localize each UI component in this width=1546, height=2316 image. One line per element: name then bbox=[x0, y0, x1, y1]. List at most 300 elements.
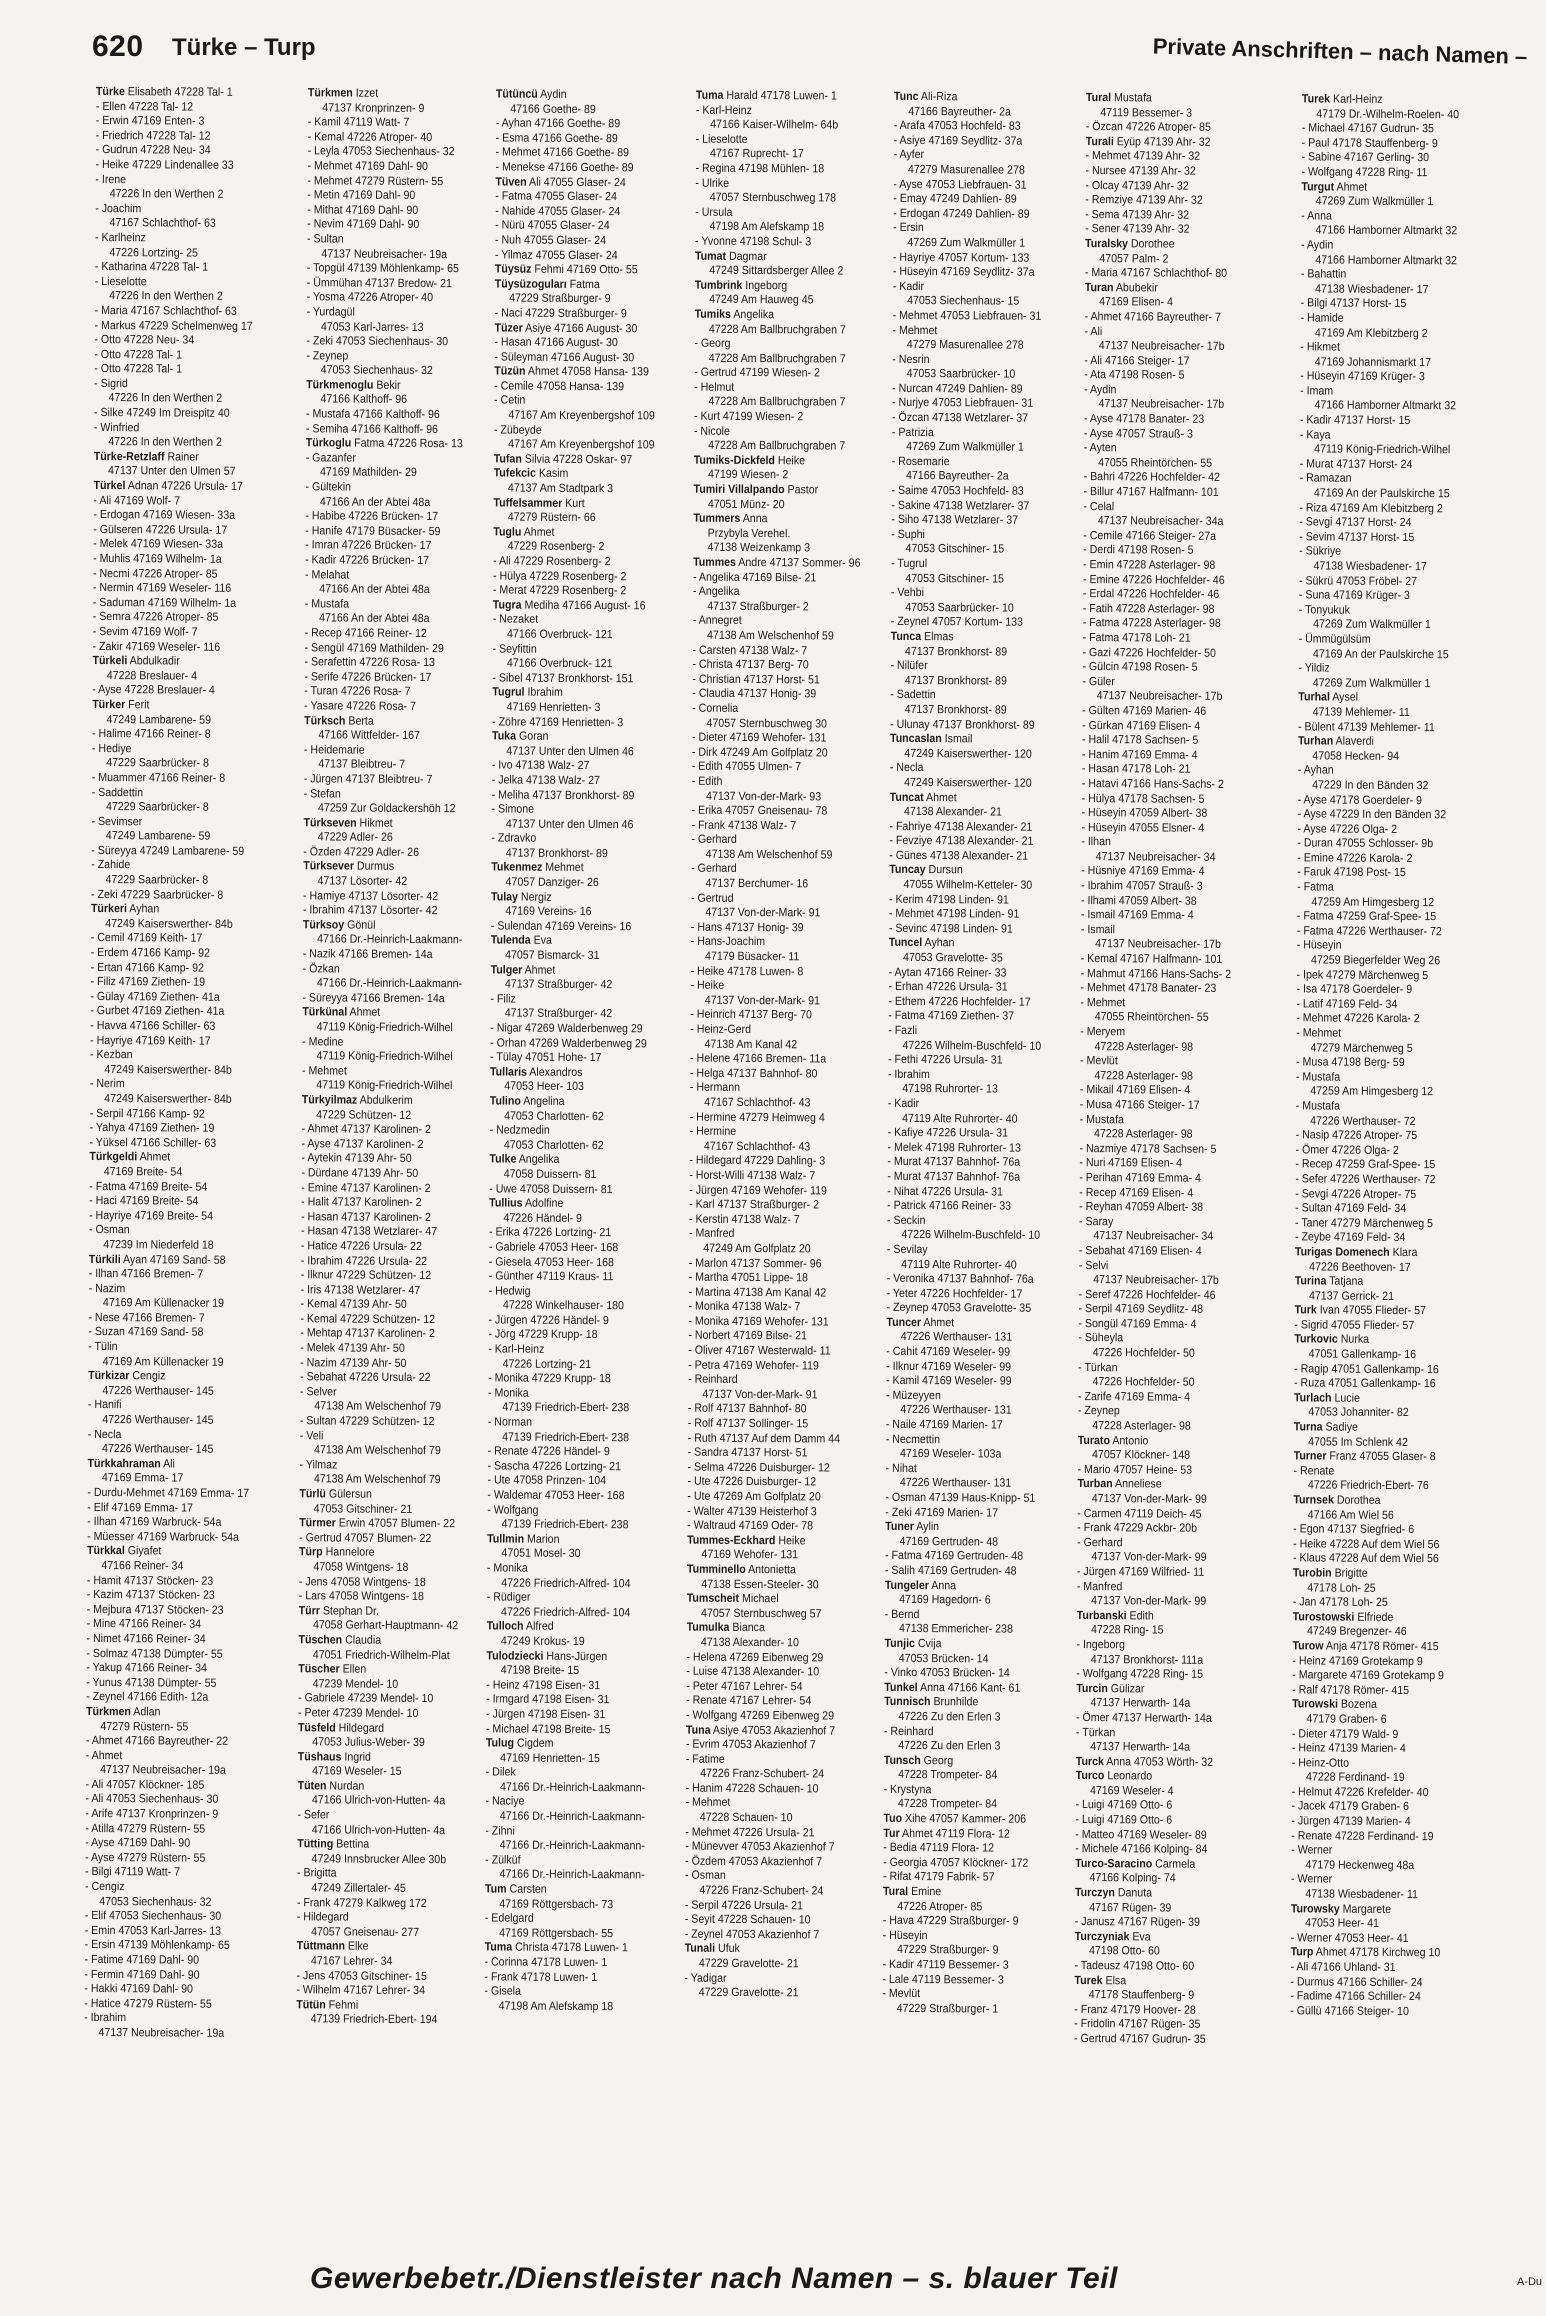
listing-entry: 47228 Asterlager- 98 bbox=[1093, 1126, 1193, 1141]
listing-detail: Lucie bbox=[1331, 1390, 1360, 1405]
listing-entry: - Osman bbox=[685, 1868, 726, 1883]
listing-entry: 47166 Dr.-Heinrich-Laakmann- bbox=[499, 1837, 645, 1853]
listing-entry: - Hava 47229 Straßburger- 9 bbox=[882, 1913, 1019, 1928]
listing-entry: 47166 Reiner- 34 bbox=[101, 1558, 184, 1573]
listing-entry: - Rüdiger bbox=[486, 1589, 531, 1604]
listing-detail: Bianca bbox=[729, 1620, 765, 1635]
listing-entry: 47198 Am Alefskamp 18 bbox=[709, 219, 825, 234]
listing-entry: 47138 Emmericher- 238 bbox=[898, 1621, 1013, 1636]
listing-entry: 47051 Gallenkamp- 16 bbox=[1308, 1346, 1417, 1362]
listing-entry: - Serpil 47166 Kamp- 92 bbox=[89, 1105, 205, 1121]
listing-detail: Abdulkerim bbox=[357, 1092, 413, 1107]
listing-entry: 47058 Wintgens- 18 bbox=[313, 1559, 409, 1574]
listing-entry: - Ahmet bbox=[85, 1747, 123, 1762]
listing-entry: - Orhan 47269 Walderbenweg 29 bbox=[490, 1035, 647, 1050]
listing-entry: - Seyit 47228 Schauen- 10 bbox=[684, 1911, 811, 1927]
listing-entry: - Murat 47137 Bahnhof- 76a bbox=[887, 1154, 1021, 1170]
listing-entry: - Hatavi 47166 Hans-Sachs- 2 bbox=[1081, 775, 1225, 791]
surname-entry bbox=[306, 436, 464, 452]
listing-entry: - Gülay 47169 Ziethen- 41a bbox=[90, 988, 220, 1004]
surname: Turcin bbox=[1076, 1680, 1108, 1695]
listing-entry: - Duran 47055 Schlosser- 9b bbox=[1297, 835, 1434, 851]
listing-detail: Andre 47137 Sommer- 96 bbox=[735, 554, 861, 570]
listing-entry: - Otto 47228 Tal- 1 bbox=[94, 361, 183, 376]
listing-entry: - Isa 47178 Goerdeler- 9 bbox=[1296, 981, 1413, 997]
listing-entry: - Ismail bbox=[1080, 921, 1116, 937]
listing-entry: 47226 Werthauser- 131 bbox=[899, 1475, 1012, 1491]
listing-entry: 47166 An der Abtei 48a bbox=[319, 494, 431, 509]
listing-entry: - Suzan 47169 Sand- 58 bbox=[88, 1324, 204, 1340]
listing-entry: - Sascha 47226 Lortzing- 21 bbox=[487, 1458, 622, 1474]
listing-entry: 47138 Alexander- 10 bbox=[700, 1634, 799, 1650]
surname: Tur bbox=[883, 1825, 900, 1840]
surname-entry bbox=[299, 1545, 457, 1561]
listing-entry: - Heinrich 47137 Berg- 70 bbox=[690, 1007, 812, 1022]
listing-entry: - Süleyman 47166 August- 30 bbox=[494, 349, 635, 364]
listing-entry: - Mehmet 47053 Liebfrauen- 31 bbox=[892, 307, 1042, 323]
listing-entry: - Hayriye 47169 Breite- 54 bbox=[89, 1207, 214, 1223]
listing-entry: 47228 Am Ballbruchgraben 7 bbox=[708, 350, 846, 366]
listing-entry: - Celal bbox=[1083, 498, 1115, 513]
surname: Tum bbox=[484, 1881, 507, 1896]
listing-entry: - Heinz 47198 Eisen- 31 bbox=[486, 1677, 601, 1692]
listing-entry: 47279 Masurenallee 278 bbox=[907, 161, 1025, 177]
listing-entry: - Frank 47138 Walz- 7 bbox=[691, 817, 797, 832]
listing-detail: Asiye 47053 Akazienhof 7 bbox=[710, 1722, 836, 1738]
listing-entry: 47178 Stauffenberg- 9 bbox=[1088, 1987, 1195, 2002]
surname: Türkgeldi bbox=[89, 1149, 138, 1164]
listing-entry: 47137 Von-der-Mark- 91 bbox=[704, 992, 820, 1008]
listing-entry: - Ulrike bbox=[695, 175, 730, 190]
listing-entry: - Michael 47198 Breite- 15 bbox=[485, 1720, 611, 1736]
listing-detail: Ahmet bbox=[921, 1314, 955, 1330]
listing-entry: - Patrizia bbox=[891, 424, 934, 439]
listing-entry: - Gisela bbox=[484, 1983, 521, 1998]
listing-entry: - Sandra 47137 Horst- 51 bbox=[687, 1444, 808, 1460]
listing-detail: Kurt bbox=[562, 495, 585, 510]
listing-detail: Abdulkadir bbox=[127, 653, 180, 668]
surname-entry bbox=[299, 1486, 457, 1502]
listing-entry: - Yasare 47226 Rosa- 7 bbox=[304, 698, 417, 713]
listing-detail: Ufuk bbox=[715, 1941, 740, 1956]
listing-entry: - Angelika 47169 Bilse- 21 bbox=[692, 569, 817, 585]
surname: Tüscher bbox=[298, 1661, 340, 1676]
listing-entry: 47226 Werthauser- 145 bbox=[102, 1441, 214, 1456]
listing-entry: - Sevinc 47198 Linden- 91 bbox=[888, 920, 1013, 936]
listing-detail: Danuta bbox=[1114, 1885, 1153, 1900]
listing-entry: 47137 Straßburger- 2 bbox=[707, 598, 809, 614]
listing-entry: 47229 Gravelotte- 21 bbox=[698, 1955, 799, 1971]
listing-entry: 47057 Gneisenau- 277 bbox=[311, 1924, 420, 1939]
directory-column bbox=[83, 84, 272, 2209]
listing-entry: - Meryem bbox=[1080, 1024, 1126, 1039]
listing-entry: 47249 Innsbrucker Allee 30b bbox=[311, 1851, 447, 1867]
listing-entry: 47166 Ulrich-von-Hutten- 4a bbox=[311, 1792, 446, 1808]
surname: Tunca bbox=[890, 628, 922, 644]
listing-entry: - Bedia 47119 Flora- 12 bbox=[883, 1840, 995, 1855]
surname-entry bbox=[485, 1940, 643, 1956]
listing-entry: - Annegret bbox=[692, 613, 742, 628]
listing-detail: Elke bbox=[344, 1938, 369, 1954]
listing-entry: 47279 Märchenweg 5 bbox=[1310, 1040, 1413, 1055]
listing-entry: - Ahmet 47166 Bayreuther- 7 bbox=[1084, 308, 1221, 324]
listing-entry: - Monika bbox=[487, 1385, 529, 1400]
surname-entry bbox=[685, 1941, 843, 1957]
surname: Tulloch bbox=[486, 1618, 524, 1633]
listing-entry: - Dürdane 47139 Ahr- 50 bbox=[301, 1165, 419, 1180]
listing-entry: - Yunus 47138 Dümpter- 55 bbox=[86, 1674, 217, 1690]
listing-entry: - Zeynel 47053 Akazienhof 7 bbox=[684, 1926, 820, 1942]
listing-detail: Ali 47055 Glaser- 24 bbox=[526, 174, 626, 189]
surname: Türkmenoglu bbox=[306, 377, 374, 392]
listing-entry: - Tugrul bbox=[891, 555, 928, 571]
listing-entry: 47051 Friedrich-Wilhelm-Plat bbox=[312, 1646, 450, 1662]
listing-entry: - Yeter 47226 Hochfelder- 17 bbox=[886, 1285, 1023, 1301]
listing-entry: - Emine 47226 Karola- 2 bbox=[1297, 850, 1413, 865]
listing-entry: - Aydin bbox=[1301, 237, 1334, 252]
listing-entry: 47226 Werthauser- 131 bbox=[900, 1329, 1013, 1345]
listing-entry: - Ursula bbox=[695, 204, 733, 219]
surname: Tüven bbox=[495, 174, 527, 189]
surname: Turk bbox=[1294, 1302, 1317, 1317]
listing-entry: - Menekse 47166 Goethe- 89 bbox=[495, 159, 634, 175]
listing-entry: - Hamiye 47137 Lösorter- 42 bbox=[303, 887, 439, 903]
listing-entry: - Hüseyin bbox=[882, 1927, 928, 1942]
listing-entry: 47169 Wehofer- 131 bbox=[701, 1547, 799, 1562]
listing-entry: 47166 Kaiser-Wilhelm- 64b bbox=[710, 116, 839, 132]
listing-entry: - Ilhan bbox=[1081, 834, 1111, 849]
listing-detail: Klara bbox=[1389, 1244, 1418, 1259]
surname-entry bbox=[693, 482, 851, 498]
listing-entry: - Ayse 47053 Liebfrauen- 31 bbox=[893, 176, 1027, 192]
listing-entry: - Musa 47166 Steiger- 17 bbox=[1079, 1096, 1200, 1112]
surname-entry bbox=[1291, 1901, 1449, 1917]
surname-entry bbox=[489, 1196, 647, 1212]
listing-entry: 47137 Unter den Ulmen 46 bbox=[506, 743, 634, 759]
listing-entry: - Hakki 47169 Dahl- 90 bbox=[84, 1981, 193, 1996]
listing-entry: 47053 Saarbrücker- 10 bbox=[905, 599, 1014, 615]
listing-entry: - Muhlis 47169 Wilhelm- 1a bbox=[93, 550, 222, 566]
listing-entry: - Mehmet 47198 Linden- 91 bbox=[888, 906, 1020, 921]
listing-entry: 47055 Rheintörchen- 55 bbox=[1098, 454, 1213, 470]
listing-entry: - Mehmet bbox=[892, 322, 938, 337]
listing-entry: 47057 Sternbuschweg 30 bbox=[706, 715, 827, 731]
listing-entry: - Erdogan 47249 Dahlien- 89 bbox=[893, 205, 1030, 221]
listing-entry: - Özcan 47226 Atroper- 85 bbox=[1085, 119, 1211, 134]
surname-entry bbox=[693, 511, 851, 527]
listing-entry: 47269 Zum Walkmüller 1 bbox=[1315, 193, 1434, 209]
listing-entry: - Mithat 47169 Dahl- 90 bbox=[307, 202, 419, 217]
listing-entry: - Muammer 47166 Reiner- 8 bbox=[91, 769, 226, 785]
listing-entry: - Erdal 47226 Hochfelder- 46 bbox=[1082, 586, 1220, 602]
listing-entry: 47057 Sternbuschweg 57 bbox=[701, 1605, 822, 1621]
listing-entry: - Nigar 47269 Walderbenweg 29 bbox=[490, 1020, 643, 1036]
listing-entry: 47053 Gitschiner- 15 bbox=[905, 570, 1005, 586]
surname-entry bbox=[298, 1720, 456, 1736]
listing-detail: Heike bbox=[774, 452, 806, 468]
listing-entry: - Monika 47229 Krupp- 18 bbox=[488, 1370, 611, 1386]
listing-entry: - Gürkan 47169 Elisen- 4 bbox=[1082, 717, 1201, 733]
listing-entry: - Christa 47137 Berg- 70 bbox=[692, 656, 809, 672]
surname-entry bbox=[886, 1315, 1044, 1331]
listing-entry: 47226 Beethoven- 17 bbox=[1309, 1258, 1411, 1274]
listing-entry: - Ahmet 47137 Karolinen- 2 bbox=[301, 1121, 431, 1137]
listing-entry: - Ali 47053 Siechenhaus- 30 bbox=[85, 1791, 219, 1807]
listing-entry: - Halil 47178 Sachsen- 5 bbox=[1081, 732, 1199, 747]
listing-entry: - Gülseren 47226 Ursula- 17 bbox=[93, 521, 228, 537]
surname: Tunnisch bbox=[884, 1694, 931, 1709]
listing-entry: - Nazik 47166 Bremen- 14a bbox=[302, 946, 433, 962]
listing-detail: Brigitte bbox=[1331, 1565, 1368, 1580]
listing-entry: - Nuri 47169 Elisen- 4 bbox=[1079, 1155, 1183, 1170]
listing-entry: - Bilgi 47137 Horst- 15 bbox=[1300, 295, 1407, 311]
listing-entry: - Otto 47228 Neu- 34 bbox=[94, 332, 195, 347]
surname-entry bbox=[694, 453, 852, 469]
surname: Tulay bbox=[491, 889, 519, 904]
listing-detail: Dorothee bbox=[1127, 236, 1175, 251]
surname-entry bbox=[1085, 280, 1243, 296]
listing-entry: - Arafa 47053 Hochfeld- 83 bbox=[893, 118, 1021, 133]
surname-entry bbox=[1077, 1608, 1235, 1624]
listing-entry: 47138 Wiesbadener- 17 bbox=[1315, 281, 1429, 296]
listing-entry: - Werner bbox=[1291, 1871, 1333, 1887]
surname: Tufekcic bbox=[493, 465, 536, 481]
listing-detail: Michael bbox=[739, 1591, 779, 1606]
listing-entry: 47137 Von-der-Mark- 91 bbox=[705, 904, 821, 920]
surname: Türr bbox=[298, 1603, 320, 1618]
surname: Türkmen bbox=[86, 1703, 131, 1719]
listing-entry: - Kadir 47137 Horst- 15 bbox=[1299, 412, 1411, 428]
surname: Türkkal bbox=[86, 1543, 125, 1558]
listing-entry: - Ralf 47178 Römer- 415 bbox=[1292, 1682, 1410, 1697]
listing-entry: 47228 Winkelhauser- 180 bbox=[502, 1297, 624, 1313]
surname-entry bbox=[687, 1562, 845, 1578]
listing-entry: 47137 Lösorter- 42 bbox=[317, 873, 408, 888]
surname: Turan bbox=[1084, 279, 1114, 294]
listing-entry: 47169 Weseler- 103a bbox=[900, 1446, 1002, 1461]
listing-entry: - Mevlüt bbox=[1080, 1053, 1118, 1068]
surname: Turco bbox=[1075, 1768, 1105, 1783]
listing-entry: - Heike 47229 Lindenallee 33 bbox=[95, 156, 234, 172]
listing-detail: Alaverdi bbox=[1333, 733, 1374, 748]
surname-entry bbox=[687, 1532, 845, 1548]
listing-entry: - Ertan 47166 Kamp- 92 bbox=[90, 959, 204, 975]
listing-entry: 47179 Heckenweg 48a bbox=[1305, 1857, 1415, 1872]
listing-entry: 47166 Hamborner Altmarkt 32 bbox=[1314, 397, 1457, 413]
listing-entry: 47138 Wiesbadener- 17 bbox=[1313, 558, 1427, 574]
listing-entry: - Kerim 47198 Linden- 91 bbox=[888, 891, 1009, 907]
listing-entry: - Fadime 47166 Schiller- 24 bbox=[1290, 1988, 1421, 2004]
listing-entry: - Hüseyin 47055 Elsner- 4 bbox=[1081, 819, 1205, 835]
listing-entry: 47226 Friedrich-Alfred- 104 bbox=[501, 1604, 631, 1620]
listing-entry: - Hans-Joachim bbox=[690, 934, 766, 949]
listing-entry: 47179 Dr.-Wilhelm-Roelen- 40 bbox=[1316, 106, 1460, 121]
listing-entry: - Ayten bbox=[1083, 440, 1117, 455]
listing-entry: - Riza 47169 Am Klebitzberg 2 bbox=[1299, 499, 1443, 515]
listing-detail: Ellen bbox=[339, 1661, 367, 1676]
listing-entry: - Gazanfer bbox=[305, 450, 356, 465]
listing-entry: - Rolf 47137 Sollinger- 15 bbox=[687, 1415, 809, 1431]
listing-entry: - Maria 47167 Schlachthof- 80 bbox=[1084, 265, 1228, 281]
listing-entry: - Hanim 47169 Emma- 4 bbox=[1081, 746, 1198, 762]
surname: Turna bbox=[1293, 1419, 1323, 1434]
listing-entry: 47139 Friedrich-Ebert- 238 bbox=[502, 1429, 630, 1444]
listing-entry: - Musa 47198 Berg- 59 bbox=[1296, 1054, 1405, 1070]
listing-entry: - Aytan 47166 Reiner- 33 bbox=[888, 964, 1007, 980]
surname-entry bbox=[303, 917, 461, 933]
surname: Türke-Retzlaff bbox=[93, 448, 165, 464]
surname-entry bbox=[94, 449, 252, 465]
listing-entry: 47226 Atroper- 85 bbox=[897, 1898, 983, 1914]
listing-detail: Stephan Dr. bbox=[319, 1603, 380, 1618]
surname: Tuo bbox=[883, 1810, 903, 1826]
listing-entry: - Frank 47279 Kalkweg 172 bbox=[296, 1894, 427, 1910]
listing-entry: 47137 Von-der-Mark- 99 bbox=[1091, 1491, 1207, 1506]
listing-detail: Hildegard bbox=[335, 1719, 385, 1735]
listing-entry: - Nese 47166 Bremen- 7 bbox=[88, 1309, 205, 1325]
listing-entry: - Yvonne 47198 Schul- 3 bbox=[695, 233, 812, 249]
listing-entry: - Wolfgang 47228 Ring- 15 bbox=[1076, 1666, 1204, 1681]
listing-detail: Anneliese bbox=[1112, 1476, 1162, 1491]
listing-entry: - Habibe 47226 Brücken- 17 bbox=[305, 508, 439, 524]
listing-entry: 47249 Kaiserswerther- 120 bbox=[904, 745, 1032, 761]
listing-detail: Fehmi bbox=[325, 1997, 359, 2012]
listing-detail: Adnan 47226 Ursula- 17 bbox=[125, 478, 243, 493]
listing-entry: - Emine 47137 Karolinen- 2 bbox=[301, 1179, 431, 1195]
surname-entry bbox=[1294, 1419, 1452, 1435]
listing-entry: - Gülcin 47198 Rosen- 5 bbox=[1082, 659, 1198, 674]
surname-entry bbox=[303, 815, 461, 831]
listing-entry: 47178 Loh- 25 bbox=[1307, 1579, 1376, 1595]
listing-entry: 47167 Schlachthof- 43 bbox=[703, 1138, 811, 1154]
surname-entry bbox=[1291, 1945, 1449, 1961]
listing-entry: 47228 Asterlager- 98 bbox=[1092, 1418, 1191, 1433]
listing-entry: 47249 Kaiserswerther- 84b bbox=[104, 1091, 232, 1106]
listing-entry: - Turan 47226 Rosa- 7 bbox=[304, 683, 411, 699]
listing-entry: 47169 Vereins- 16 bbox=[505, 903, 592, 919]
listing-entry: 47226 Werthauser- 145 bbox=[102, 1382, 214, 1398]
listing-entry: - Fatma 47228 Asterlager- 98 bbox=[1082, 615, 1221, 631]
listing-entry: 47051 Mosel- 30 bbox=[501, 1545, 581, 1561]
listing-entry: 47229 Straßburger- 9 bbox=[896, 1942, 999, 1957]
surname-entry bbox=[693, 554, 861, 571]
listing-entry: 47169 Gertruden- 48 bbox=[899, 1533, 999, 1549]
listing-entry: - Simone bbox=[491, 801, 535, 816]
listing-entry: - Recep 47166 Reiner- 12 bbox=[304, 625, 427, 640]
listing-detail: Elmas bbox=[921, 629, 954, 644]
surname: Tural bbox=[882, 1883, 909, 1899]
listing-entry: - Hatice 47226 Ursula- 22 bbox=[300, 1238, 422, 1253]
listing-entry: - Gertrud 47057 Blumen- 22 bbox=[299, 1530, 432, 1545]
listing-entry: - Klaus 47228 Auf dem Wiel 56 bbox=[1292, 1550, 1439, 1566]
listing-entry: 47137 Neubreisacher- 17b bbox=[1095, 936, 1221, 952]
listing-detail: Ayhan bbox=[126, 901, 160, 916]
listing-entry: - Ibrahim bbox=[887, 1066, 930, 1081]
listing-entry: - Merat 47229 Rosenberg- 2 bbox=[492, 582, 627, 598]
listing-detail: Abubekir bbox=[1113, 279, 1158, 295]
listing-entry: - Hüseyin 47169 Krüger- 3 bbox=[1300, 368, 1425, 384]
listing-entry: - Saray bbox=[1079, 1213, 1114, 1228]
listing-entry: - Süreyya 47166 Bremen- 14a bbox=[302, 990, 445, 1005]
listing-entry: - Zakir 47169 Weseler- 116 bbox=[92, 638, 221, 654]
listing-entry: - Gerhard bbox=[691, 861, 737, 876]
listing-entry: 47057 Danziger- 26 bbox=[505, 874, 599, 890]
surname-entry bbox=[297, 1837, 455, 1853]
listing-entry: - Edith 47055 Ulmen- 7 bbox=[691, 758, 802, 774]
surname: Tüshaus bbox=[297, 1748, 342, 1764]
listing-entry: - Necmi 47226 Atroper- 85 bbox=[92, 565, 218, 581]
surname: Tumiks bbox=[694, 306, 732, 321]
listing-entry: - Osman 47139 Haus-Knipp- 51 bbox=[885, 1489, 1036, 1505]
surname-entry bbox=[299, 1603, 457, 1619]
surname: Tumscheit bbox=[686, 1590, 740, 1606]
listing-entry: - Suna 47169 Krüger- 3 bbox=[1298, 587, 1410, 603]
surname: Türp bbox=[298, 1544, 323, 1559]
listing-entry: - Janusz 47167 Rügen- 39 bbox=[1074, 1914, 1200, 1929]
listing-entry: - Seckin bbox=[887, 1212, 926, 1227]
surname-entry bbox=[884, 1694, 1042, 1710]
listing-entry: - Mehmet 47279 Rüstern- 55 bbox=[307, 172, 444, 188]
listing-entry: - Rolf 47137 Bahnhof- 80 bbox=[687, 1401, 807, 1416]
listing-entry: 47166 Goethe- 89 bbox=[510, 101, 596, 116]
listing-entry: 47279 Rüstern- 55 bbox=[100, 1718, 189, 1734]
listing-entry: 47138 Essen-Steeler- 30 bbox=[701, 1576, 819, 1592]
listing-entry: 47139 Friedrich-Ebert- 194 bbox=[310, 2011, 438, 2027]
surname-entry bbox=[92, 697, 250, 713]
listing-entry: - Gudrun 47228 Neu- 34 bbox=[95, 142, 211, 158]
listing-entry: - Ayhan 47166 Goethe- 89 bbox=[495, 115, 621, 131]
listing-entry: - Fatma bbox=[1297, 879, 1334, 894]
listing-entry: - Ute 47269 Am Golfplatz 20 bbox=[687, 1488, 821, 1504]
listing-entry: - Ethem 47226 Hochfelder- 17 bbox=[888, 993, 1031, 1009]
listing-detail: Ayan 47169 Sand- 58 bbox=[120, 1251, 226, 1267]
listing-entry: 47053 Saarbrücker- 10 bbox=[906, 366, 1016, 381]
surname-entry bbox=[486, 1736, 644, 1752]
surname-entry bbox=[696, 88, 854, 104]
listing-entry: 47137 Neubreisacher- 34 bbox=[1095, 848, 1216, 864]
listing-entry: - Ilhan 47169 Warbruck- 54a bbox=[87, 1514, 222, 1529]
listing-entry: - Claudia 47137 Honig- 39 bbox=[692, 685, 817, 701]
listing-entry: 47139 Friedrich-Ebert- 238 bbox=[501, 1516, 629, 1532]
listing-entry: - Melek 47198 Ruhrorter- 13 bbox=[887, 1139, 1021, 1155]
listing-entry: - Ümmühan 47137 Bredow- 21 bbox=[306, 275, 453, 290]
listing-entry: - Karl 47137 Straßburger- 2 bbox=[689, 1196, 820, 1212]
surname-entry bbox=[1085, 236, 1243, 252]
listing-detail: Adolfine bbox=[522, 1195, 564, 1211]
listing-entry: 47138 Am Welschenhof 79 bbox=[314, 1442, 441, 1458]
listing-entry: - Manfred bbox=[1076, 1578, 1123, 1593]
listing-entry: 47053 Siechenhaus- 32 bbox=[320, 362, 433, 378]
listing-entry: 47058 Gerhart-Hauptmann- 42 bbox=[312, 1617, 459, 1633]
listing-entry: - Sükrü 47053 Fröbel- 27 bbox=[1298, 572, 1418, 588]
listing-entry: - Helmut 47226 Krefelder- 40 bbox=[1291, 1784, 1429, 1800]
listing-entry: 47166 Dr.-Heinrich-Laakmann- bbox=[499, 1866, 645, 1882]
surname-entry bbox=[493, 597, 651, 613]
listing-entry: - Karl-Heinz bbox=[695, 102, 752, 117]
listing-entry: - Veli bbox=[299, 1427, 324, 1443]
listing-entry: - Nürü 47055 Glaser- 24 bbox=[495, 217, 610, 233]
listing-entry: - Durdu-Mehmet 47169 Emma- 17 bbox=[87, 1484, 250, 1500]
surname-entry bbox=[89, 1149, 247, 1165]
listing-entry: - Mehmet 47226 Karola- 2 bbox=[1296, 1010, 1420, 1026]
listing-entry: 47137 Bronkhorst- 89 bbox=[904, 701, 1007, 717]
listing-entry: - Corinna 47178 Luwen- 1 bbox=[484, 1954, 608, 1970]
listing-entry: 47269 Zum Walkmüller 1 bbox=[907, 234, 1026, 250]
listing-entry: 47229 Saarbrücker- 8 bbox=[105, 799, 209, 814]
surname-entry bbox=[487, 1619, 645, 1635]
listing-entry: - Mevlüt bbox=[882, 1986, 921, 2001]
surname: Tuncat bbox=[889, 789, 924, 804]
